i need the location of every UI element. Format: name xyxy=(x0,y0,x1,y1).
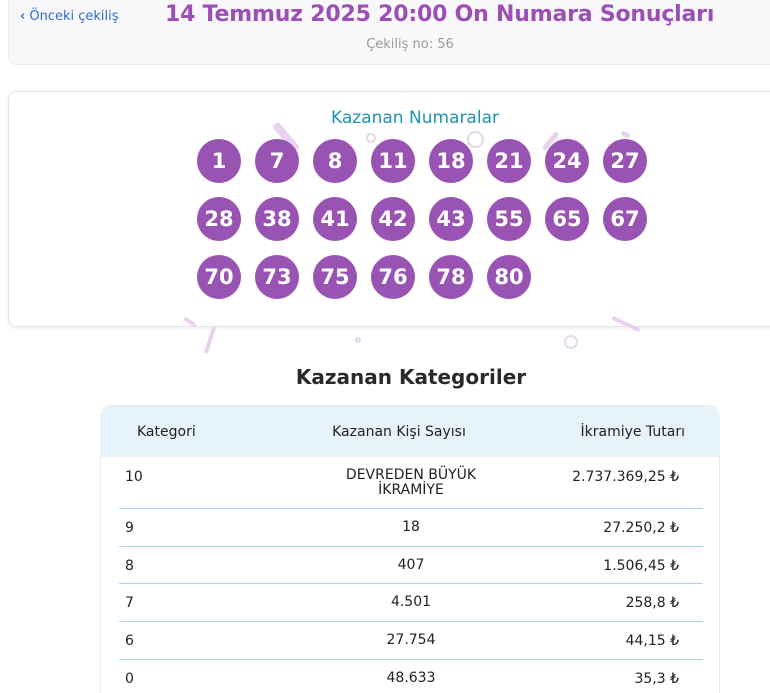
categories-title: Kazanan Kategoriler xyxy=(295,365,527,389)
table-header xyxy=(101,406,719,457)
table-row xyxy=(119,584,703,622)
row-winners: 48.633 xyxy=(386,670,436,686)
row-category: 7 xyxy=(125,595,134,611)
table-row xyxy=(119,457,703,509)
page-title: 14 Temmuz 2025 20:00 On Numara Sonuçları xyxy=(165,2,715,27)
chevron-left-icon: ‹ xyxy=(20,9,26,24)
previous-draw-link[interactable] xyxy=(20,9,119,24)
confetti-decoration xyxy=(467,131,484,148)
number-ball: 67 xyxy=(603,197,647,241)
confetti-decoration xyxy=(564,335,578,349)
number-ball: 43 xyxy=(429,197,473,241)
row-prize: 44,15 ₺ xyxy=(625,633,679,649)
row-category: 0 xyxy=(125,671,134,687)
number-ball: 27 xyxy=(603,139,647,183)
number-ball: 70 xyxy=(197,255,241,299)
draw-number: Çekiliş no: 56 xyxy=(366,37,454,52)
previous-draw-label: Önceki çekiliş xyxy=(29,9,119,24)
table-row xyxy=(119,622,703,660)
table-row xyxy=(119,509,703,547)
table-row xyxy=(119,660,703,693)
row-category: 10 xyxy=(125,469,143,485)
confetti-decoration xyxy=(366,133,376,143)
table-row xyxy=(119,547,703,584)
number-ball: 24 xyxy=(545,139,589,183)
number-ball: 80 xyxy=(487,255,531,299)
row-prize: 2.737.369,25 ₺ xyxy=(572,469,679,485)
number-ball: 65 xyxy=(545,197,589,241)
number-ball: 78 xyxy=(429,255,473,299)
column-header-prize: İkramiye Tutarı xyxy=(580,424,685,440)
row-prize: 1.506,45 ₺ xyxy=(603,558,679,574)
column-header-winners: Kazanan Kişi Sayısı xyxy=(332,424,466,440)
row-prize: 27.250,2 ₺ xyxy=(603,520,679,536)
row-winners: DEVREDEN BÜYÜK İKRAMİYE xyxy=(345,467,477,498)
number-ball: 7 xyxy=(255,139,299,183)
number-ball: 11 xyxy=(371,139,415,183)
confetti-decoration xyxy=(204,326,216,354)
number-ball: 75 xyxy=(313,255,357,299)
row-category: 6 xyxy=(125,633,134,649)
number-ball: 55 xyxy=(487,197,531,241)
number-ball: 21 xyxy=(487,139,531,183)
number-ball: 73 xyxy=(255,255,299,299)
column-header-category: Kategori xyxy=(137,424,196,440)
row-winners: 27.754 xyxy=(386,632,436,648)
row-winners: 18 xyxy=(402,519,420,535)
row-category: 9 xyxy=(125,520,134,536)
number-ball: 18 xyxy=(429,139,473,183)
number-ball: 8 xyxy=(313,139,357,183)
row-prize: 258,8 ₺ xyxy=(625,595,679,611)
row-prize: 35,3 ₺ xyxy=(634,671,679,687)
number-ball: 28 xyxy=(197,197,241,241)
row-winners: 4.501 xyxy=(390,594,432,610)
number-ball: 76 xyxy=(371,255,415,299)
number-ball: 42 xyxy=(371,197,415,241)
row-winners: 407 xyxy=(397,557,425,573)
number-ball: 1 xyxy=(197,139,241,183)
prize-table xyxy=(100,405,720,693)
confetti-decoration xyxy=(355,337,361,343)
row-category: 8 xyxy=(125,558,134,574)
number-ball: 41 xyxy=(313,197,357,241)
number-ball: 38 xyxy=(255,197,299,241)
winning-numbers-title: Kazanan Numaralar xyxy=(331,108,499,128)
